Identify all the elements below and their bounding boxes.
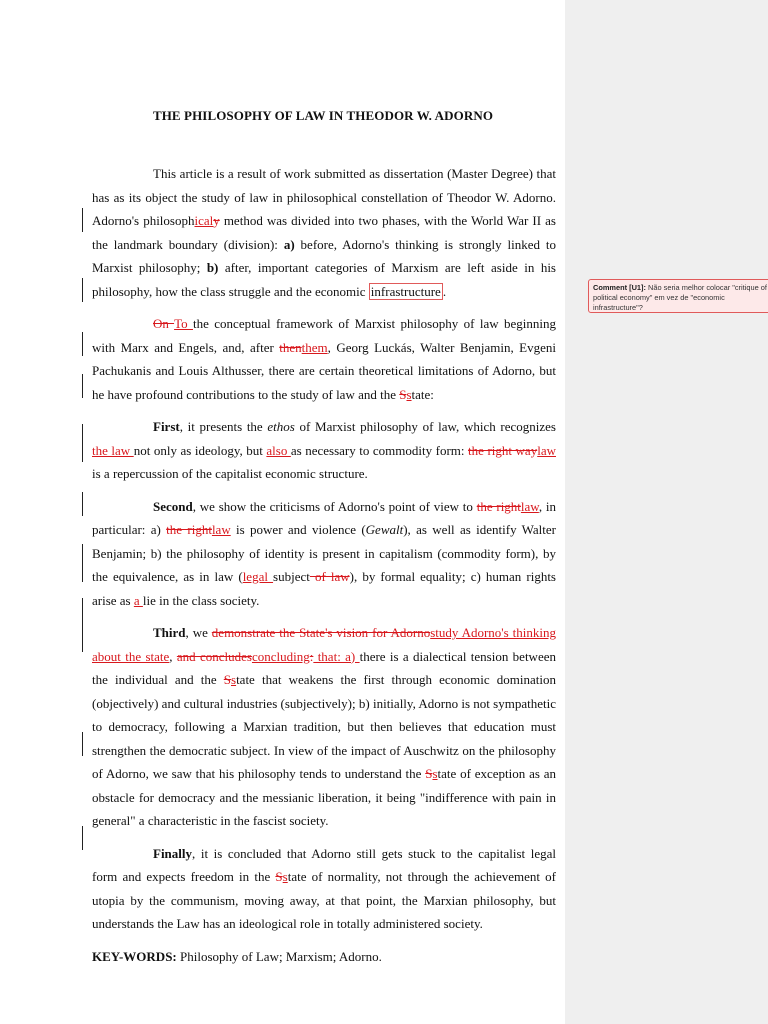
insertion: ical <box>194 213 214 228</box>
commented-text[interactable]: infrastructure <box>370 283 441 299</box>
insertion: s <box>432 766 438 781</box>
paragraph-third: Third, we demonstrate the State's vision for Adornostudy Adorno's thinking about the state, and concludesconcluding: that: a) there is a dialectical tension between the individual and the Sstate that weakens the first through economic domination (objectively) and cultural industries (subjectively); b) initially, Adorno is not sympathetic to democracy, following a Marxian tradition, but then believes that education must strengthen the democratic subject. In view of the impact of Auschwitz on the philosophy of Adorno, we saw that his philosophy tends to understand the Sstate of exception as an obstacle for democracy and the messianic liberation, it being "indifference with pain in general" a characteristic in the fascist society. <box>92 625 556 828</box>
insertion: that: a) <box>313 648 360 664</box>
paragraph-framework: On To the conceptual framework of Marxist philosophy of law beginning with Marx and Engels, and, after thenthem, Georg Luckás, Walter Benjamin, Evgeni Pachukanis and Louis Althusser, there are certain theoretical limitations of Adorno, but he have profound contributions to the study of law and the Sstate: <box>92 316 557 402</box>
insertion: To <box>174 316 193 331</box>
document-body <box>92 162 556 977</box>
deletion: S <box>275 869 283 884</box>
change-bar <box>82 492 83 516</box>
deletion: the right <box>476 498 521 514</box>
paragraph-first: First, it presents the ethos of Marxist philosophy of law, which recognizes the law not only as ideology, but also as necessary to commodity form: the right waylaw is a repercussion of the capitalist economic structure. <box>92 419 556 481</box>
deletion: y <box>213 213 220 228</box>
insertion: also <box>266 442 291 458</box>
insertion: the law <box>92 442 134 458</box>
change-bar <box>82 732 83 756</box>
deletion: the right way <box>468 442 538 458</box>
change-bar <box>82 826 83 850</box>
keywords-label: KEY-WORDS: <box>92 948 177 964</box>
document-title: THE PHILOSOPHY OF LAW IN THEODOR W. ADORNO <box>152 108 494 123</box>
insertion: s <box>231 672 237 687</box>
comment-tag: Comment [U1]: <box>593 283 646 292</box>
insertion: study Adorno's thinking about the state <box>92 625 556 664</box>
insertion: a <box>133 592 143 608</box>
deletion: then <box>279 339 302 355</box>
keywords-text: Philosophy of Law; Marxism; Adorno. <box>176 948 382 964</box>
insertion: law <box>537 442 556 458</box>
change-bar <box>82 278 83 302</box>
insertion: law <box>211 522 231 537</box>
deletion: and concludes <box>176 648 252 664</box>
deletion: demonstrate the State's vision for Adorno <box>211 625 431 640</box>
insertion: legal <box>242 569 274 584</box>
deletion: S <box>223 672 231 687</box>
change-bar <box>82 374 83 398</box>
comment-text: Não seria melhor colocar "critique of political economy" em vez de "economic infrastructure"? <box>593 283 767 312</box>
insertion: s <box>282 869 288 884</box>
deletion: of law <box>309 569 350 584</box>
deletion: On <box>153 316 175 331</box>
change-bar <box>82 332 83 356</box>
deletion: S <box>399 386 407 402</box>
change-bar <box>82 424 83 462</box>
insertion: law <box>520 498 539 514</box>
paragraph-intro: This article is a result of work submitted as dissertation (Master Degree) that has as its object the study of law in philosophical constellation of Theodor W. Adorno. Adorno's philosophicaly method was divided into two phases, with the World War II as the landmark boundary (division): a) before, Adorno's thinking is strongly linked to Marxist philosophy; b) after, important categories of Marxism are left aside in his philosophy, how the class struggle and the economic infrastructure . <box>92 166 556 299</box>
keywords-line <box>92 945 556 969</box>
insertion: concluding <box>251 648 310 664</box>
deletion: S <box>425 766 433 781</box>
change-bar <box>82 544 83 582</box>
paragraph-finally: Finally, it is concluded that Adorno still gets stuck to the capitalist legal form and expects freedom in the Sstate of normality, not through the achievement of utopia by the communism, moving away, at that point, the Marxian philosophy, but understands the Law has an ideological role in totally administered society. <box>92 845 556 931</box>
change-bar <box>82 598 83 652</box>
comment-margin-pane <box>565 0 768 1024</box>
deletion: the right <box>166 522 212 537</box>
insertion: s <box>406 386 412 402</box>
change-bar <box>82 208 83 232</box>
comment-balloon[interactable] <box>588 279 768 313</box>
insertion: them <box>301 339 328 355</box>
paragraph-second: Second, we show the criticisms of Adorno's point of view to the rightlaw, in particular: a) the rightlaw is power and violence (Gewalt), as well as identify Walter Benjamin; b) the philosophy of identity is present in capitalism (commodity form), by the equivalence, as in law (legal subject of law), by formal equality; c) human rights arise as a lie in the class society. <box>92 498 556 608</box>
deletion: : <box>309 648 314 664</box>
